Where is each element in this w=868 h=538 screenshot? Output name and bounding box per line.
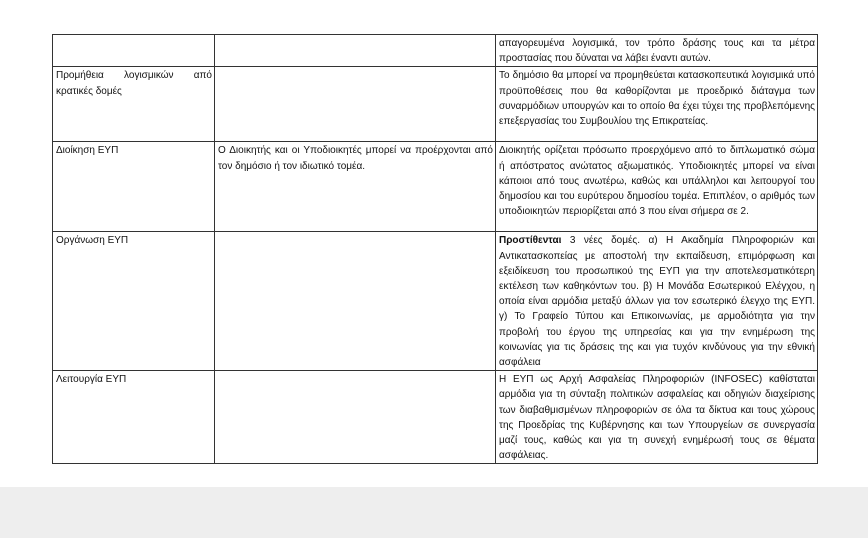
topic-cell: Προμήθεια λογισμικών από κρατικές δομές	[53, 67, 215, 142]
current-law-cell	[215, 67, 496, 142]
topic-cell: Λειτουργία ΕΥΠ	[53, 371, 215, 464]
current-law-cell	[215, 232, 496, 371]
table-row	[53, 371, 818, 464]
new-law-cell: απαγορευμένα λογισμικά, τον τρόπο δράσης τους και τα μέτρα προστασίας που δύναται να λάβει έναντι αυτών.	[496, 35, 818, 67]
new-law-cell: Το δημόσιο θα μπορεί να προμηθεύεται κατασκοπευτικά λογισμικά υπό προϋποθέσεις που θα καθορίζονται με προεδρικό διάταγμα των συναρμόδιων υπουργών και το οποίο θα έχει τύχει της προβλεπόμενης επεξεργασίας του Συμβουλίου της Επικρατείας.	[496, 67, 818, 142]
table-row	[53, 142, 818, 232]
current-law-cell	[215, 371, 496, 464]
table-row	[53, 67, 818, 142]
bold-lead-text: Προστίθενται	[499, 235, 562, 247]
current-law-cell	[215, 35, 496, 67]
new-law-cell	[496, 232, 818, 371]
table-row	[53, 35, 818, 67]
current-law-cell: Ο Διοικητής και οι Υποδιοικητές μπορεί να προέρχονται από τον δημόσιο ή τον ιδιωτικό τομέα.	[215, 142, 496, 232]
topic-cell	[53, 35, 215, 67]
new-law-cell: Διοικητής ορίζεται πρόσωπο προερχόμενο από το διπλωματικό σώμα ή απόστρατος ανώτατος αξιωματικός. Υποδιοικητές μπορεί να είναι κάποιοι από τους ανωτέρω, καθώς και υπάλληλοι και λειτουργοί του δημοσίου και του ευρύτερου δημοσίου τομέα. Επιπλέον, ο αριθμός των υποδιοικητών περιορίζεται από 3 που είναι σήμερα σε 2.	[496, 142, 818, 232]
topic-cell: Οργάνωση ΕΥΠ	[53, 232, 215, 371]
table-row	[53, 232, 818, 371]
comparison-table	[52, 34, 818, 464]
topic-cell: Διοίκηση ΕΥΠ	[53, 142, 215, 232]
new-law-cell: Η ΕΥΠ ως Αρχή Ασφαλείας Πληροφοριών (INFOSEC) καθίσταται αρμόδια για τη σύνταξη πολιτικών ασφαλείας και οδηγιών διαχείρισης των διαβαθμισμένων πληροφοριών σε όλα τα δίκτυα και τους χώρους της Προεδρίας της Κυβέρνησης και των Υπουργείων σε συνεργασία μαζί τους, καθώς και για τη συνεχή ενημέρωσή τους σε θέματα ασφάλειας.	[496, 371, 818, 464]
cell-text: 3 νέες δομές. α) Η Ακαδημία Πληροφοριών και Αντικατασκοπείας με αποστολή την εκπαίδευση, επιμόρφωση και εξειδίκευση του προσωπικού της ΕΥΠ για την αποτελεσματικότερη εκτέλεση των καθηκόντων του. β) Η Μονάδα Εσωτερικού Ελέγχου, η οποία είναι αρμόδια μεταξύ άλλων για τον εσωτερικό έλεγχο της ΕΥΠ. γ) Το Γραφείο Τύπου και Επικοινωνίας, με αρμοδιότητα για την προβολή του έργου της υπηρεσίας και για την ενημέρωση της κοινωνίας για τις δράσεις της και για τυχόν κινδύνους για την εθνική ασφάλεια	[499, 235, 815, 369]
